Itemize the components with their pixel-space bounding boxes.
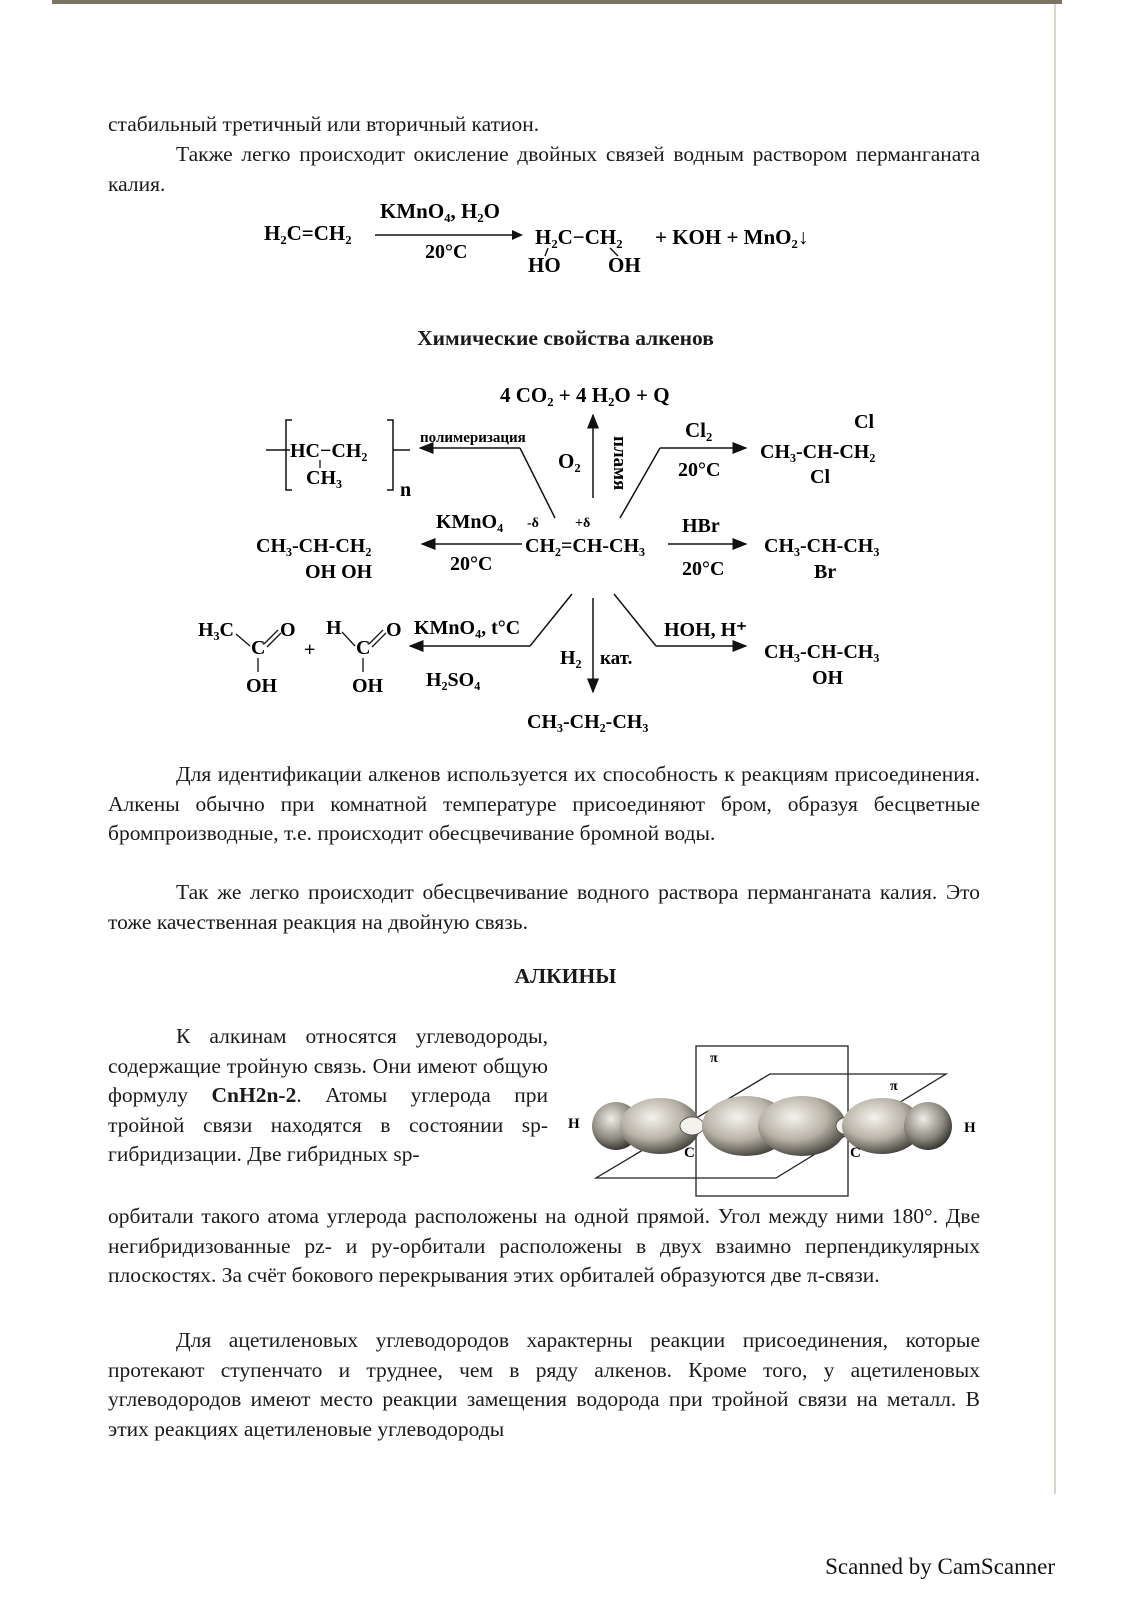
formic-c: C (356, 637, 371, 659)
alkynes-intro (108, 1022, 548, 1170)
c-label-right: C (850, 1145, 861, 1161)
c-label-left: C (684, 1145, 695, 1161)
polymerization-label: полимеризация (420, 430, 526, 446)
polymer-unit: HC−CH₂ (290, 440, 368, 462)
o2-label: O₂ (558, 449, 581, 473)
kmno4-paragraph: Так же легко происходит обесцвечивание водного раствора перманганата калия. Это тоже качественная реакция на двойную связь. (108, 880, 980, 934)
alcohol-product: CH₃-CH-CH₃ (764, 641, 880, 663)
hbr-temp: 20°C (682, 558, 725, 580)
cl-bottom: Cl (810, 466, 830, 488)
formic-bond-left (342, 632, 355, 646)
acetic-bond-left (236, 634, 250, 646)
cl-product: CH₃-CH-CH₂ (760, 441, 876, 463)
polymer-substituent: CH₃ (306, 467, 342, 489)
reactant: H₂C=CH₂ (264, 221, 352, 245)
hydroxyl-1: HO (528, 253, 561, 277)
diol-hydroxyls: OH OH (305, 561, 373, 583)
scanner-watermark: Scanned by CamScanner (825, 1554, 1055, 1579)
acetic-bond-o (264, 630, 278, 644)
hbr-label: HBr (682, 515, 720, 537)
h2so4-label: H₂SO₄ (426, 669, 481, 691)
product: H₂C−CH₂ (535, 225, 623, 249)
oxidation-reaction (240, 190, 860, 290)
kmno4-temp: 20°C (450, 553, 493, 575)
sp-lobe-center-right (758, 1096, 846, 1156)
alkynes-title: АЛКИНЫ (514, 964, 617, 988)
plus-delta: +δ (575, 516, 591, 531)
formic-o: O (386, 619, 402, 641)
alkene-reactions-scheme (180, 370, 920, 750)
h-label-left: H (568, 1116, 580, 1132)
acetylene-paragraph: Для ацетиленовых углеводородов характерны реакции присоединения, которые протекают ступенчато и труднее, чем в ряду алкенов. Кроме того, у ацетиленовых углеводородов имеют место реакции замещения водорода при тройной связи на металл. В этих реакциях ацетиленовые углеводороды (108, 1328, 980, 1441)
section-title: Химические свойства алкенов (417, 326, 714, 350)
h-label-right: H (964, 1120, 976, 1136)
arrow-head (512, 230, 523, 240)
intro-line: стабильный третичный или вторичный катион. (108, 112, 540, 136)
sp-orbital-figure (564, 1040, 994, 1200)
alkynes-continuation: орбитали такого атома углерода расположены на одной прямой. Угол между ними 180°. Две негибридизованные pz- и py-орбитали расположены в двух взаимно перпендикулярных плоскостях. За счёт бокового перекрывания этих орбиталей образуются две π-связи. (108, 1204, 980, 1287)
alkynes-general-formula: CnH2n-2 (211, 1083, 297, 1107)
sp-lobe-small-left (680, 1117, 704, 1135)
acetic-o: O (280, 619, 296, 641)
acids-plus: + (304, 639, 316, 661)
flame-label: пламя (609, 436, 630, 491)
combustion-product: 4 CO₂ + 4 H₂O + Q (500, 383, 670, 407)
cl-top: Cl (854, 411, 874, 433)
reagent-below: 20°C (425, 241, 468, 263)
pi-label-right: π (890, 1079, 898, 1094)
acetic-c: C (251, 637, 266, 659)
formic-h: H (326, 617, 342, 639)
identification-paragraph: Для идентификации алкенов используется их способность к реакциям присоединения. Алкены обычно при комнатной температуре присоединяют бром, образуя бесцветные бромпроизводные, т.е. происходит обесцвечивание бромной воды. (108, 762, 980, 845)
polymerization-diagonal (520, 448, 555, 518)
acetic-h3c: H₃C (198, 619, 234, 641)
cl-temp: 20°C (678, 459, 721, 481)
kmno4-hot-label: KMnO₄, t°C (414, 617, 521, 639)
formic-oh: OH (352, 675, 384, 697)
acetic-bond-o2 (267, 633, 281, 647)
hydrogen-right-orbital (904, 1102, 952, 1150)
scan-right-edge (1054, 4, 1056, 1494)
hydroxyl-2: OH (608, 253, 641, 277)
intro-paragraph: Также легко происходит окисление двойных связей водным раствором перманганата калия. (108, 142, 980, 196)
h2-label: H₂ (560, 647, 582, 669)
formic-bond-o (369, 630, 383, 644)
reagent-above: KMnO₄, H₂O (380, 199, 500, 223)
byproducts: + KOH + MnO₂↓ (655, 225, 809, 249)
hoh-label: HOH, H⁺ (664, 619, 747, 641)
cl2-label: Cl₂ (685, 418, 713, 442)
propene: CH₂=CH-CH₃ (525, 535, 646, 557)
propane: CH₃-CH₂-CH₃ (527, 711, 649, 733)
pi-label-top: π (710, 1051, 718, 1066)
polymer-n: n (400, 479, 412, 501)
hbr-br: Br (814, 561, 837, 583)
kmno4-label: KMnO₄ (436, 511, 504, 533)
hydration-diagonal (614, 594, 656, 646)
acetic-oh: OH (246, 675, 278, 697)
acid-diagonal (530, 594, 572, 646)
kat-label: кат. (600, 648, 633, 669)
alkynes-intro-text: К алкинам относятся углеводороды, содержащие тройную связь. Они имеют общую формулу (108, 1024, 548, 1107)
hbr-product: CH₃-CH-CH₃ (764, 535, 880, 557)
polymer-bracket-right (387, 420, 393, 490)
diol-product: CH₃-CH-CH₂ (256, 535, 372, 557)
formic-bond-o2 (372, 633, 386, 647)
alcohol-oh: OH (812, 667, 844, 689)
alkynes-intro-text-2: . Атомы углерода при тройной связи находятся в состоянии sp-гибридизации. Две гибридных sp- (108, 1083, 548, 1166)
scan-top-edge (52, 0, 1062, 4)
minus-delta: -δ (527, 516, 539, 531)
